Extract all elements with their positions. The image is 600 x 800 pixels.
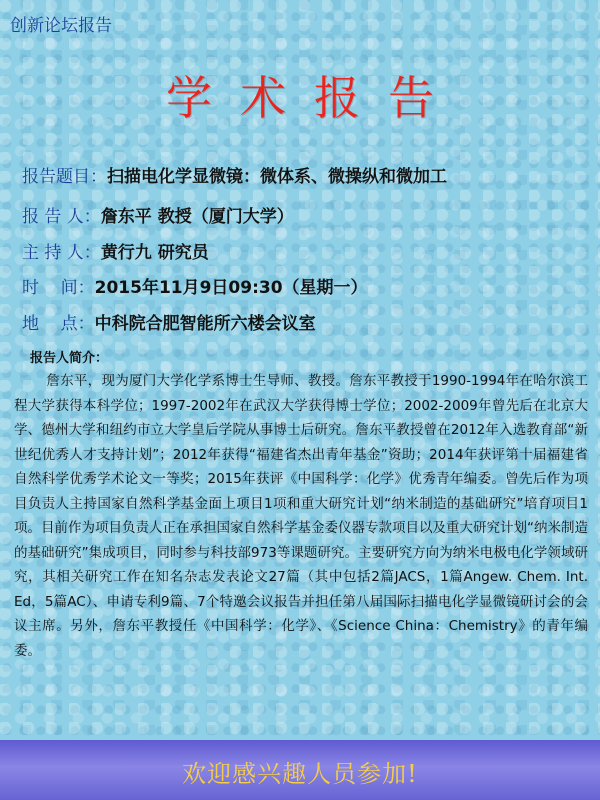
speaker-label: 报 告 人： [22, 207, 101, 227]
speaker-row [22, 202, 294, 227]
forum-title: 创新论坛报告 [10, 16, 112, 36]
topic-value: 扫描电化学显微镜：微体系、微操纵和微加工 [107, 167, 447, 187]
time-value: 2015年11月9日09:30（星期一） [94, 278, 368, 298]
place-row [22, 309, 316, 334]
host-value: 黄行九 研究员 [100, 243, 209, 263]
time-label: 时 间： [22, 278, 95, 298]
place-value: 中科院合肥智能所六楼会议室 [94, 314, 316, 334]
host-row [22, 238, 209, 263]
bio-heading: 报告人简介： [30, 351, 109, 366]
footer-band [0, 740, 600, 800]
place-label: 地 点： [22, 314, 95, 334]
topic-label: 报告题目： [22, 167, 107, 187]
page-title: 学术报告 [166, 71, 462, 125]
topic-row [22, 162, 447, 187]
speaker-value: 詹东平 教授（厦门大学） [100, 207, 294, 227]
time-row [22, 273, 368, 298]
welcome-text: 欢迎感兴趣人员参加! [182, 760, 418, 788]
host-label: 主 持 人： [22, 243, 101, 263]
bio-text: 詹东平，现为厦门大学化学系博士生导师、教授。詹东平教授于1990-1994年在哈尔滨工程大学获得本科学位；1997-2002年在武汉大学获得博士学位；2002-2009年曾先后在北京大学、德州大学和纽约市立大学皇后学院从事博士后研究。詹东平教授曾在2012年入选教育部“新世纪优秀人才支持计划”；2012年获得“福建省杰出青年基金”资助；2014年获评第十届福建省自然科学优秀学术论文一等奖；2015年获评《中国科学：化学》优秀青年编委。曾先后作为项目负责人主持国家自然科学基金面上项目1项和重大研究计划“纳米制造的基础研究”培育项目1项。目前作为项目负责人正在承担国家自然科学基金委仪器专款项目以及重大研究计划“纳米制造的基础研究”集成项目，同时参与科技部973等课题研究。主要研究方向为纳米电极电化学领域研究，其相关研究工作在知名杂志发表论文27篇（其中包括2篇JACS，1篇Angew. Chem. Int. Ed，5篇AC）、申请专利9篇、7个特邀会议报告并担任第八届国际扫描电化学显微镜研讨会的会议主席。另外，詹东平教授任《中国科学：化学》、《Science China：Chemistry》的青年编委。 [14, 373, 588, 659]
